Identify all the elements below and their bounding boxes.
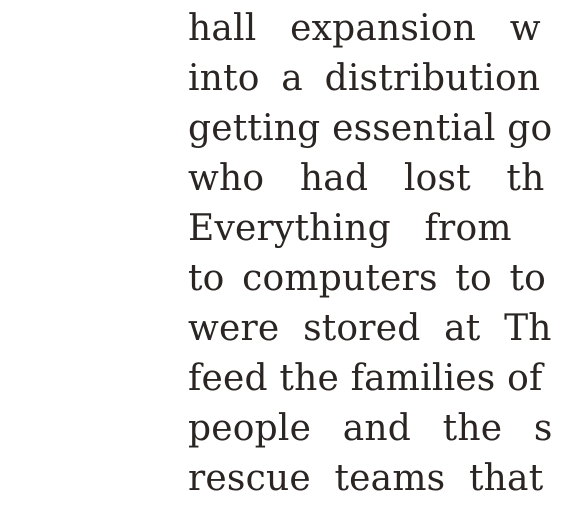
text-line: Everything from [188, 208, 512, 249]
text-line: getting essential go [188, 108, 553, 149]
body-text [188, 7, 588, 507]
text-line: people and the s [188, 408, 553, 449]
text-line: feed the families of [188, 358, 543, 399]
text-line: hall expansion w [188, 8, 541, 49]
text-line: rescue teams that [188, 458, 544, 499]
text-line: into a distribution [188, 58, 541, 99]
text-line: who had lost th [188, 158, 545, 199]
text-line: to computers to to [188, 258, 547, 299]
text-line: were stored at Th [188, 308, 552, 349]
